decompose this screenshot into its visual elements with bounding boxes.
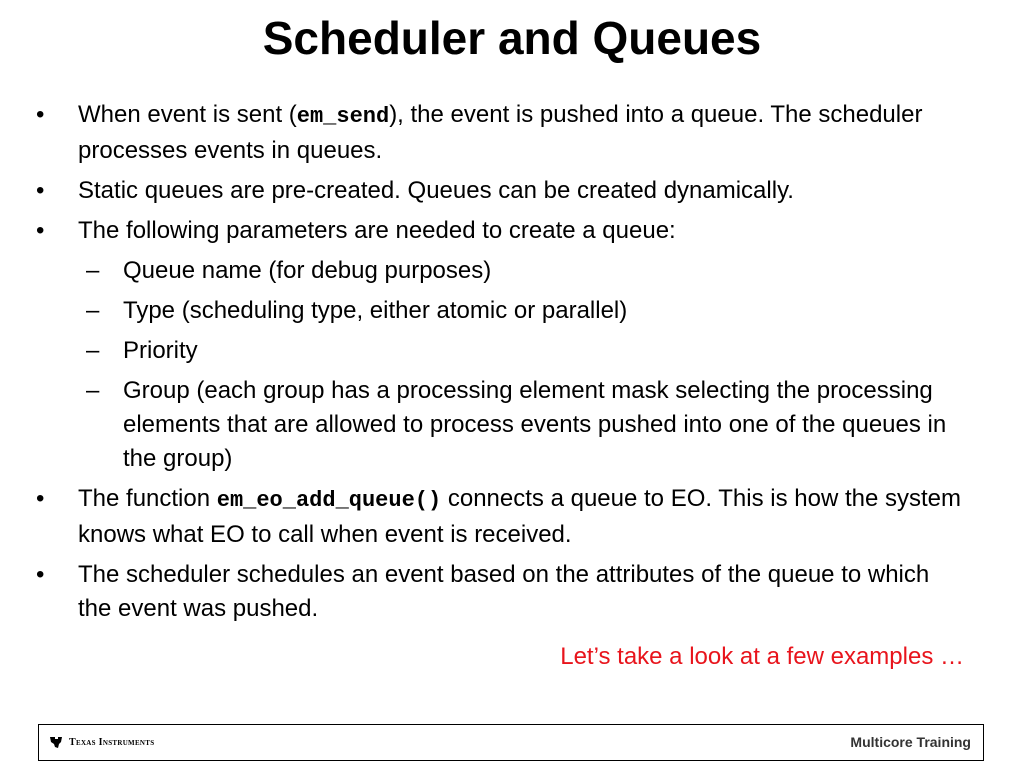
sub-bullet-list	[36, 254, 966, 476]
slide-content	[36, 98, 966, 632]
sub-bullet-item	[36, 374, 966, 476]
bullet-text: Static queues are pre-created. Queues can be created dynamically.	[78, 177, 794, 204]
bullet-text-before: When event is sent (	[78, 101, 297, 128]
tagline-examples: Let’s take a look at a few examples …	[560, 643, 964, 670]
slide-title: Scheduler and Queues	[262, 12, 762, 64]
bullet-marker: •	[36, 485, 45, 512]
bullet-marker: •	[36, 101, 45, 128]
bullet-item	[36, 482, 966, 552]
sub-bullet-text: Group (each group has a processing element mask selecting the processing elements that are allowed to process events pushed into one of the queues in the group)	[123, 377, 947, 472]
sub-bullet-text: Priority	[123, 337, 198, 364]
bullet-item	[36, 98, 966, 168]
bullet-item	[36, 558, 966, 626]
bullet-marker: •	[36, 561, 45, 588]
footer-course-label: Multicore Training	[850, 734, 971, 750]
bullet-text-before: The function	[78, 485, 217, 512]
bullet-text-after: ), the event is pushed into a queue. The scheduler processes events in queues.	[78, 101, 923, 164]
code-em-eo-add-queue: em_eo_add_queue()	[216, 488, 442, 513]
sub-bullet-item	[36, 254, 966, 288]
footer-bar	[38, 724, 984, 761]
sub-bullet-item	[36, 294, 966, 328]
sub-bullet-item	[36, 334, 966, 368]
bullet-item	[36, 214, 966, 248]
sub-bullet-marker: –	[86, 257, 100, 284]
bullet-text: The following parameters are needed to create a queue:	[78, 217, 676, 244]
texas-instruments-logo	[49, 735, 154, 749]
sub-bullet-text: Queue name (for debug purposes)	[123, 257, 492, 284]
code-em-send: em_send	[296, 104, 390, 129]
sub-bullet-marker: –	[86, 377, 100, 404]
sub-bullet-text: Type (scheduling type, either atomic or parallel)	[123, 297, 628, 324]
bullet-text-after: connects a queue to EO. This is how the system knows what EO to call when event is received.	[78, 485, 962, 548]
bullet-marker: •	[36, 217, 45, 244]
texas-instruments-logo-icon	[49, 735, 63, 749]
bullet-item	[36, 174, 966, 208]
bullet-marker: •	[36, 177, 45, 204]
sub-bullet-marker: –	[86, 297, 100, 324]
sub-bullet-marker: –	[86, 337, 100, 364]
texas-instruments-logo-text: Texas Instruments	[69, 736, 155, 748]
bullet-text: The scheduler schedules an event based on the attributes of the queue to which the event was pushed.	[78, 561, 930, 622]
